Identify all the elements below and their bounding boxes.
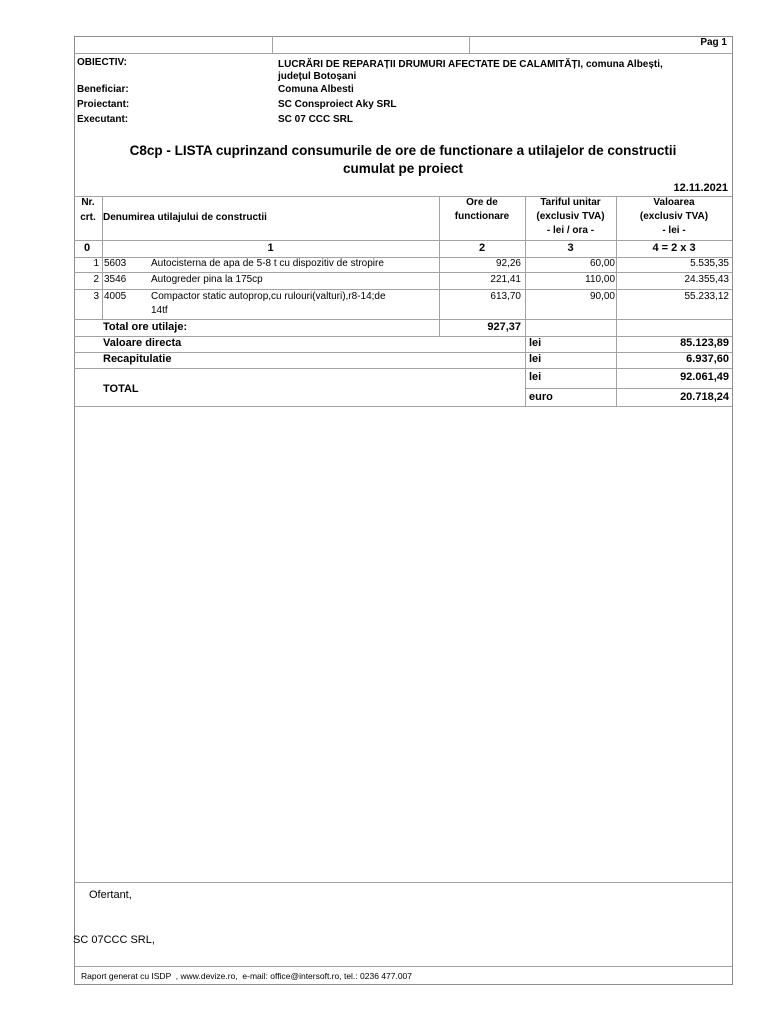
ofertant-company: SC 07CCC SRL, bbox=[73, 934, 155, 946]
obiectiv-label: OBIECTIV: bbox=[77, 57, 128, 68]
grand-total-currency: lei bbox=[529, 371, 542, 383]
table-rule bbox=[74, 272, 732, 273]
unit-rate: 90,00 bbox=[589, 291, 615, 302]
column-header-nr: Nr. bbox=[81, 197, 95, 208]
equipment-name: Autogreder pina la 175cp bbox=[151, 274, 263, 285]
header-cell-divider bbox=[272, 36, 273, 53]
table-rule bbox=[74, 319, 732, 320]
table-rule bbox=[525, 388, 732, 389]
column-index: 3 bbox=[567, 242, 574, 254]
column-header-denumire: Denumirea utilajului de constructii bbox=[103, 212, 267, 223]
column-header-valoare: (exclusiv TVA) bbox=[639, 211, 709, 222]
header-row-rule bbox=[74, 53, 732, 54]
proiectant-label: Proiectant: bbox=[77, 99, 130, 110]
grand-total-amount: 20.718,24 bbox=[680, 391, 729, 403]
equipment-name: Compactor static autoprop,cu rulouri(valturi),r8-14;de 14tf bbox=[151, 291, 386, 316]
row-value: 55.233,12 bbox=[684, 291, 729, 302]
unit-rate: 110,00 bbox=[585, 274, 615, 285]
recap-label: Recapitulatie bbox=[103, 353, 172, 365]
equipment-code: 3546 bbox=[104, 274, 127, 285]
row-number: 2 bbox=[93, 274, 99, 285]
column-header-valoare: Valoarea bbox=[653, 197, 695, 208]
beneficiar-value: Comuna Albesti bbox=[278, 84, 354, 95]
table-rule bbox=[74, 240, 732, 241]
page-frame bbox=[74, 36, 733, 985]
grand-total-amount: 92.061,49 bbox=[680, 371, 729, 383]
unit-rate: 60,00 bbox=[589, 258, 615, 269]
report-generator-note: Raport generat cu ISDP , www.devize.ro, e-mail: office@intersoft.ro, tel.: 0236 477.007 bbox=[81, 971, 413, 981]
document-subtitle: cumulat pe proiect bbox=[342, 161, 464, 176]
grand-total-label: TOTAL bbox=[103, 383, 139, 395]
footer-rule bbox=[74, 966, 732, 967]
table-rule bbox=[74, 368, 732, 369]
equipment-code: 4005 bbox=[104, 291, 127, 302]
executant-label: Executant: bbox=[77, 114, 129, 125]
row-value: 24.355,43 bbox=[684, 274, 729, 285]
operating-hours: 221,41 bbox=[490, 274, 521, 285]
document-date: 12.11.2021 bbox=[673, 182, 728, 194]
total-hours-value: 927,37 bbox=[487, 321, 521, 333]
column-header-tarif: - lei / ora - bbox=[546, 225, 595, 236]
column-index: 4 = 2 x 3 bbox=[652, 242, 696, 254]
page-number: Pag 1 bbox=[700, 37, 727, 48]
column-header-nr: crt. bbox=[80, 212, 96, 223]
recap-amount: 6.937,60 bbox=[686, 353, 729, 365]
footer-rule bbox=[74, 882, 732, 883]
direct-value-label: Valoare directa bbox=[103, 337, 182, 349]
executant-value: SC 07 CCC SRL bbox=[278, 114, 354, 125]
ofertant-label: Ofertant, bbox=[89, 889, 132, 901]
operating-hours: 613,70 bbox=[490, 291, 521, 302]
header-cell-divider bbox=[469, 36, 470, 53]
column-header-ore: functionare bbox=[454, 211, 510, 222]
column-header-tarif: Tariful unitar bbox=[540, 197, 601, 208]
column-index: 1 bbox=[267, 242, 274, 254]
column-header-ore: Ore de bbox=[466, 197, 498, 208]
grand-total-currency: euro bbox=[529, 391, 553, 403]
equipment-code: 5603 bbox=[104, 258, 127, 269]
document-title: C8cp - LISTA cuprinzand consumurile de ore de functionare a utilajelor de constructii bbox=[129, 143, 677, 158]
direct-value-amount: 85.123,89 bbox=[680, 337, 729, 349]
row-number: 3 bbox=[93, 291, 99, 302]
recap-currency: lei bbox=[529, 353, 542, 365]
proiectant-value: SC Consproiect Aky SRL bbox=[278, 99, 397, 110]
obiectiv-value-line: LUCRĂRI DE REPARAȚII DRUMURI AFECTATE DE CALAMITĂȚI, comuna Albești, bbox=[278, 59, 663, 70]
obiectiv-value-line: județul Botoșani bbox=[278, 71, 357, 82]
column-index: 2 bbox=[478, 242, 486, 254]
column-header-tarif: (exclusiv TVA) bbox=[536, 211, 605, 222]
total-hours-label: Total ore utilaje: bbox=[103, 321, 188, 333]
direct-value-currency: lei bbox=[529, 337, 542, 349]
table-rule bbox=[74, 406, 732, 407]
row-number: 1 bbox=[93, 258, 99, 269]
equipment-name: Autocisterna de apa de 5-8 t cu dispozitiv de stropire bbox=[151, 258, 384, 269]
beneficiar-label: Beneficiar: bbox=[77, 84, 129, 95]
column-index: 0 bbox=[83, 242, 91, 254]
operating-hours: 92,26 bbox=[495, 258, 521, 269]
column-header-valoare: - lei - bbox=[662, 225, 686, 236]
row-value: 5.535,35 bbox=[690, 258, 729, 269]
